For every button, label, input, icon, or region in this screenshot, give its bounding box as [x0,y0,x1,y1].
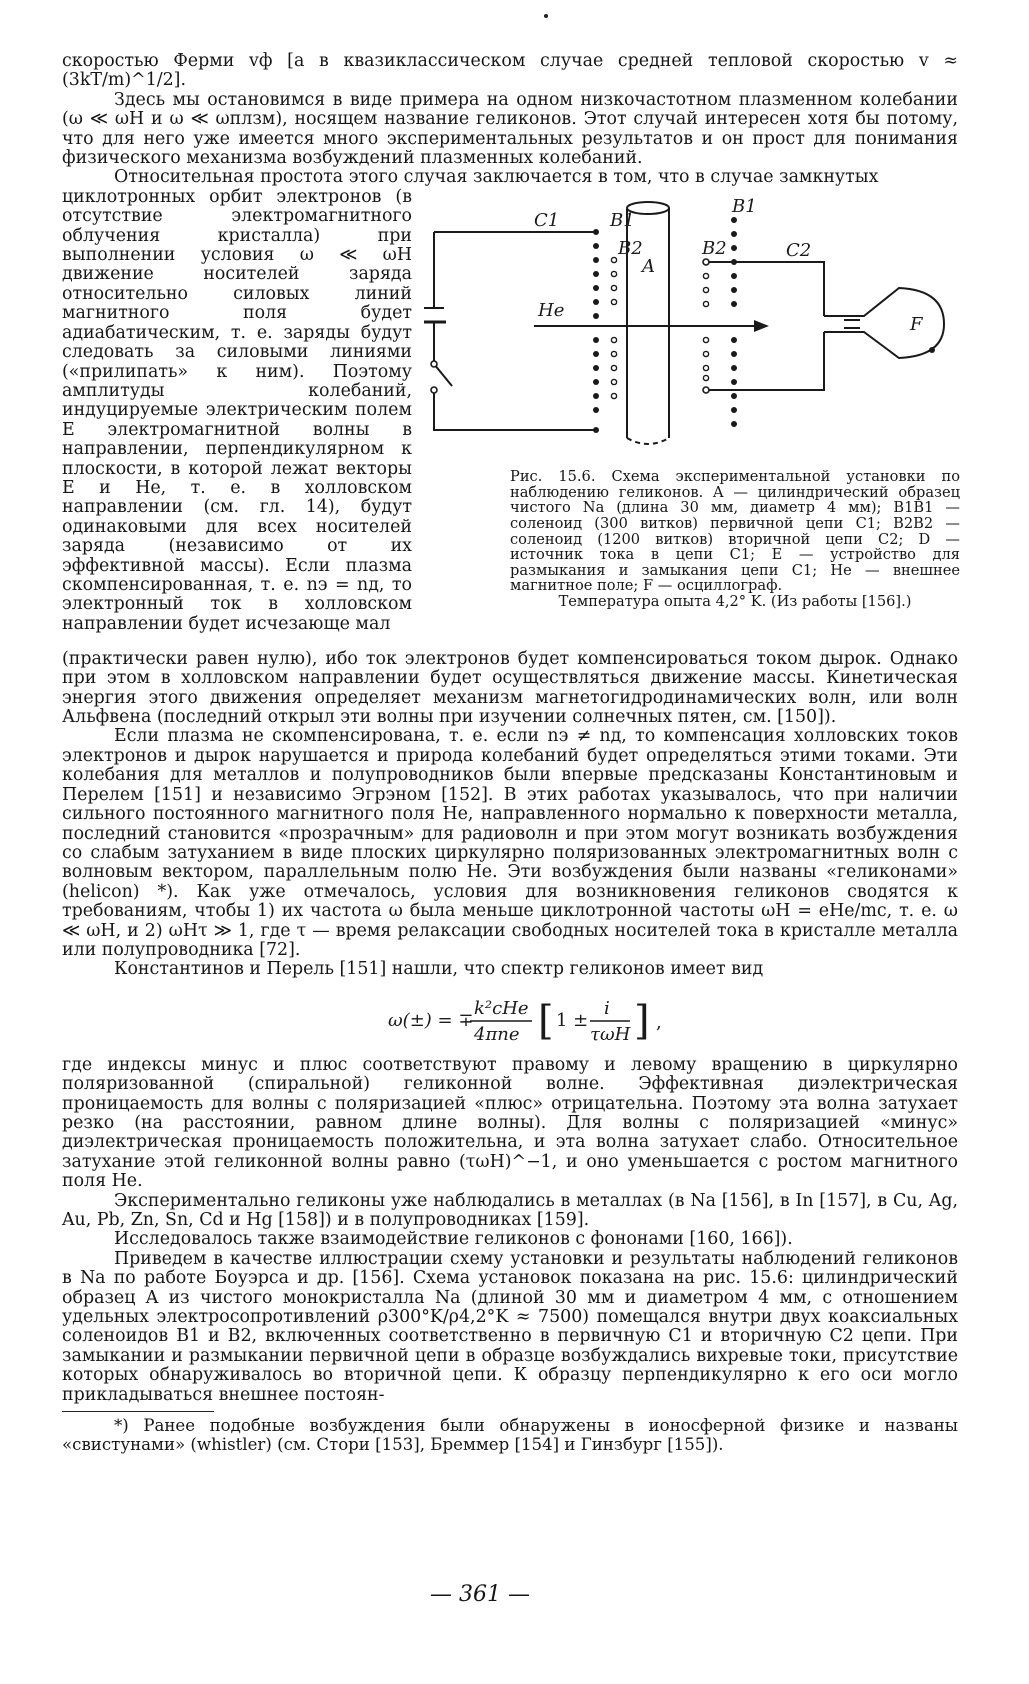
paragraph-5: Константинов и Перель [151] нашли, что спектр геликонов имеет вид [114,959,764,980]
label-c1: C1 [534,209,560,231]
formula-numerator: k²cHe [474,997,529,1019]
footnote: *) Ранее подобные возбуждения были обнаружены в ионосферной физике и названы «свистунами» (whistler) (см. Стори [153], Бреммер [154] и Гинзбург [155]). [62,1416,958,1455]
formula-denominator: 4πne [474,1023,520,1045]
paragraph-7: Экспериментально геликоны уже наблюдались в металлах (в Na [156], в In [157], в Cu, Ag, Au, Pb, Zn, Sn, Cd и Hg [158]) и в полупроводниках [159]. [62,1190,958,1230]
figure-caption [510,469,960,609]
caption-last-line: Температура опыта 4,2° K. (Из работы [156].) [558,593,912,610]
footnote-divider [62,1411,214,1412]
paragraph-3-lead: Относительная простота этого случая заключается в том, что в случае замкнутых [114,167,879,188]
paragraph-8: Исследовалось также взаимодействие геликонов с фононами [160, 166]). [114,1229,793,1250]
label-b1-right: B1 [732,195,757,217]
bracket-open: [ [538,997,554,1044]
helicon-spectrum-formula [62,994,958,1046]
formula-lhs: ω(±) = ∓ [388,1009,474,1031]
paragraph-4: Если плазма не скомпенсирована, т. е. если nэ ≠ nд, то компенсация холловских токов электронов и дырок нарушается и природа колебаний будет определяться этими токами. Эти колебания для металлов и полупроводников были впервые предсказаны Константиновым и Перелем [151] и независимо Эгрэном [152]. В этих работах указывалось, что при наличии сильного постоянного магнитного поля He, направленного нормально к поверхности металла, последний становится «прозрачным» для радиоволн и при этом могут возникать возбуждения со слабым затуханием в виде плоских циркулярно поляризованных электромагнитных волн с волновым вектором, параллельным полю He. Эти возбуждения были названы «геликонами» (helicon) *). Как уже отмечалось, условия для возникновения геликонов сводятся к требованиям, чтобы 1) их частота ω была меньше циклотронной частоты ωH = eHe/mc, т. е. ω ≪ ωH, и 2) ωHτ ≫ 1, где τ — время релаксации свободных носителей тока в кристалле металла или полупроводника [72]. [62,726,958,960]
paragraph-6: где индексы минус и плюс соответствуют правому и левому вращению в циркулярно поляризованной (спиральной) геликонной волне. Эффективная диэлектрическая проницаемость для волны с поляризацией «плюс» отрицательна. Поэтому эта волна затухает резко (на расстоянии, равном длине волны). Для волны с поляризацией «минус» диэлектрическая проницаемость положительна, и эта волна затухает слабо. Относительное затухание этой геликонной волны равно (τωH)^−1, и оно уменьшается с ростом магнитного поля He. [62,1054,958,1192]
label-b2-left: B2 [618,237,643,259]
paragraph-3-column: циклотронных орбит электронов (в отсутствие электромагнитного облучения кристалла) при выполнении условия ω ≪ ωH движение носителей заряда относительно силовых линий магнитного поля будет адиабатическим, т. е. заряды будут следовать за силовыми линиями («прилипать» к ним). Поэтому амплитуды колебаний, индуцируемые электрическим полем E электромагнитной волны в направлении, перпендикулярном к плоскости, в которой лежат векторы E и He, т. е. в холловском направлении (см. гл. 14), будут одинаковыми для всех носителей заряда (независимо от их эффективной массы). Если плазма скомпенсированная, т. е. nэ = nд, то электронный ток в холловском направлении будет исчезающе мал [62,186,412,634]
label-b1-left: B1 [610,209,635,231]
label-c2: C2 [786,239,812,261]
text-figure-block [62,188,958,650]
bracket-close: ] [634,997,650,1044]
label-a: A [642,255,655,277]
paragraph-3-tail: (практически равен нулю), ибо ток электронов будет компенсироваться током дырок. Однако при этом в холловском направлении будет осуществляться движение массы. Кинетическая энергия этого движения определяет механизм магнетогидродинамических волн, или волн Альфвена (последний открыл эти волны при изучении солнечных пятен, см. [150]). [62,648,958,728]
label-he: He [538,299,565,321]
formula-inner-numerator: i [604,997,610,1019]
paragraph-1: скоростью Ферми vф [а в квазиклассическом случае средней тепловой скоростью v ≈ (3kT/m)^1/2]. [62,51,958,91]
paragraph-2: Здесь мы остановимся в виде примера на одном низкочастотном плазменном колебании (ω ≪ ωH и ω ≪ ωплзм), носящем название геликонов. Этот случай интересен хотя бы потому, что для него уже имеется много экспериментальных результатов и он прост для понимания физического механизма возбуждений плазменных колебаний. [62,89,958,169]
label-f: F [910,313,923,335]
figure-15-6 [424,190,960,610]
formula-inner-denominator: τωH [590,1023,631,1045]
page-body [62,52,958,1454]
formula-tail: , [656,1011,662,1033]
page-mark [544,14,548,18]
formula-one: 1 ± [556,1009,589,1031]
paragraph-9: Приведем в качестве иллюстрации схему установки и результаты наблюдений геликонов в Na по работе Боуэрса и др. [156]. Схема установок показана на рис. 15.6: цилиндрический образец A из чистого монокристалла Na (длиной 30 мм и диаметром 4 мм, с отношением удельных электросопротивлений ρ300°K/ρ4,2°K ≈ 7500) помещался внутри двух коаксиальных соленоидов B1 и B2, включенных соответственно в первичную C1 и вторичную C2 цепи. При замыкании и размыкании первичной цепи в образце возбуждались вихревые токи, присутствие которых обнаруживалось во вторичной цепи. К образцу перпендикулярно к его оси могло прикладываться внешнее постоян- [62,1248,958,1405]
label-b2-right: B2 [702,237,727,259]
page-number: — 361 — [430,1582,530,1607]
caption-text: Рис. 15.6. Схема экспериментальной установки по наблюдению геликонов. A — цилиндрический образец чистого Na (длина 30 мм, диаметр 4 мм); B1B1 — соленоид (300 витков) первичной цепи C1; B2B2 — соленоид (1200 витков) вторичной цепи C2; D — источник тока в цепи C1; E — устройство для размыкания и замыкания цепи C1; He — внешнее магнитное поле; F — осциллограф. [510,468,960,595]
experiment-schematic [424,190,960,460]
